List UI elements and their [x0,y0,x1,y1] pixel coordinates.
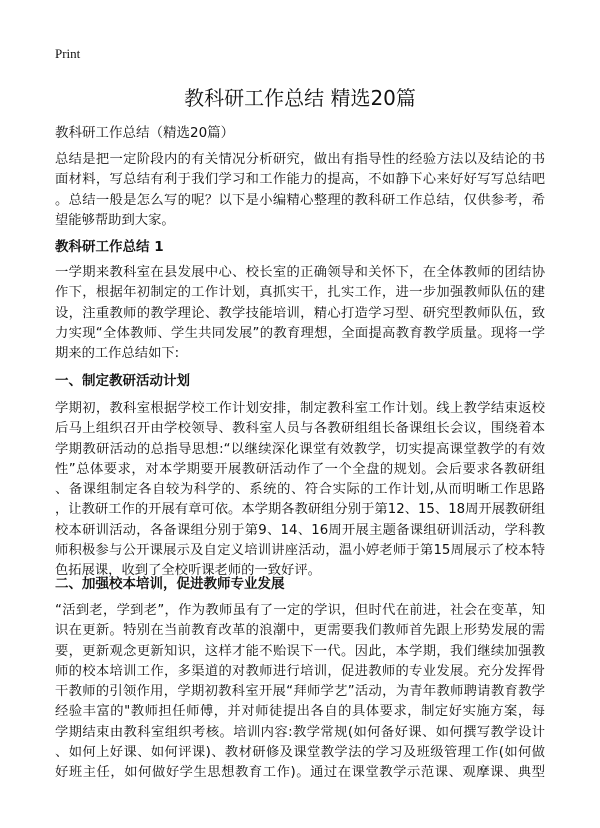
text-line: 面材料，写总结有利于我们学习和工作能力的提高，不如静下心来好好写写总结吧 [55,172,545,188]
text-line: 作下，根据年初制定的工作计划，真抓实干，扎实工作，进一步加强教师队伍的建 [55,285,545,301]
text-line: 后马上组织召开由学校领导、教科室人员与各教研组组长备课组长会议，围绕着本 [55,421,545,437]
paragraph-2 [55,399,545,582]
text-line: 设，注重教师的教学理论、教学技能培训，精心打造学习型、研究型教师队伍，致 [55,305,545,321]
text-line: 。总结一般是怎么写的呢？以下是小编精心整理的教科研工作总结，仅供参考，希 [55,192,545,208]
paragraph-3 [55,601,545,784]
text-line: 学期结束由教科室组织考核。培训内容:教学常规(如何备好课、如何撰写教学设计 [55,724,545,740]
text-line: 性”总体要求，对本学期要开展教研活动作了一个全盘的规划。会后要求各教研组 [55,461,545,477]
text-line: 学期初，教科室根据学校工作计划安排，制定教科室工作计划。线上教学结束返校 [55,401,545,416]
text-line: 校本研训活动，各备课组分别于第9、14、16周开展主题备课组研训活动，学科教 [55,522,545,538]
text-line: 期来的工作总结如下: [55,346,180,362]
text-line: 色拓展课，收到了全校听课老师的一致好评。 [55,563,321,579]
text-line: 学期教研活动的总指导思想:“以继续深化课堂有效教学，切实提高课堂教学的有效 [55,441,545,457]
section-heading-2: 一、制定教研活动计划 [55,373,190,389]
subtitle: 教科研工作总结（精选20篇） [55,125,235,141]
paragraph-1 [55,263,545,364]
text-line: 要，更新观念更新知识，这样才能不贻误下一代。因此，本学期，我们继续加强教 [55,643,545,659]
page-title: 教科研工作总结 精选20篇 [184,86,416,110]
text-line: 识在更新。特别在当前教育改革的浪潮中，更需要我们教师首先跟上形势发展的需 [55,623,545,639]
text-line: 、备课组制定各自较为科学的、系统的、符合实际的工作计划,从而明晰工作思路 [55,482,545,498]
text-line: 经验丰富的"教师担任师傅，并对师徒提出各自的具体要求，制定好实施方案，每 [55,704,545,720]
intro-paragraph [55,150,545,231]
section-heading-3: 二、加强校本培训，促进教师专业发展 [55,576,285,592]
text-line: 一学期来教科室在县发展中心、校长室的正确领导和关怀下，在全体教师的团结协 [55,265,545,280]
text-line: 师的校本培训工作，多渠道的对教师进行培训，促进教师的专业发展。充分发挥骨 [55,663,545,679]
print-link[interactable]: Print [55,46,81,61]
text-line: 好班主任，如何做好学生思想教育工作)。通过在课堂教学示范课、观摩课、典型 [55,765,545,781]
text-line: 、如何上好课、如何评课)、教材研修及课堂教学法的学习及班级管理工作(如何做 [55,745,545,761]
section-heading-1: 教科研工作总结 1 [55,239,164,255]
text-line: 师积极参与公开课展示及自定义培训讲座活动，温小婷老师于第15周展示了校本特 [55,543,545,559]
text-line: ，让教研工作的开展有章可依。本学期各教研组分别于第12、15、18周开展教研组 [55,502,545,518]
text-line: 力实现“全体教师、学生共同发展”的教育理想，全面提高教育教学质量。现将一学 [55,325,545,341]
text-line: “活到老，学到老”，作为教师虽有了一定的学识，但时代在前进，社会在变革，知 [55,603,545,618]
text-line: 望能够帮助到大家。 [55,212,175,228]
text-line: 干教师的引领作用，学期初教科室开展“拜师学艺”活动，为青年教师聘请教育教学 [55,684,545,700]
text-line: 总结是把一定阶段内的有关情况分析研究，做出有指导性的经验方法以及结论的书 [55,152,545,167]
